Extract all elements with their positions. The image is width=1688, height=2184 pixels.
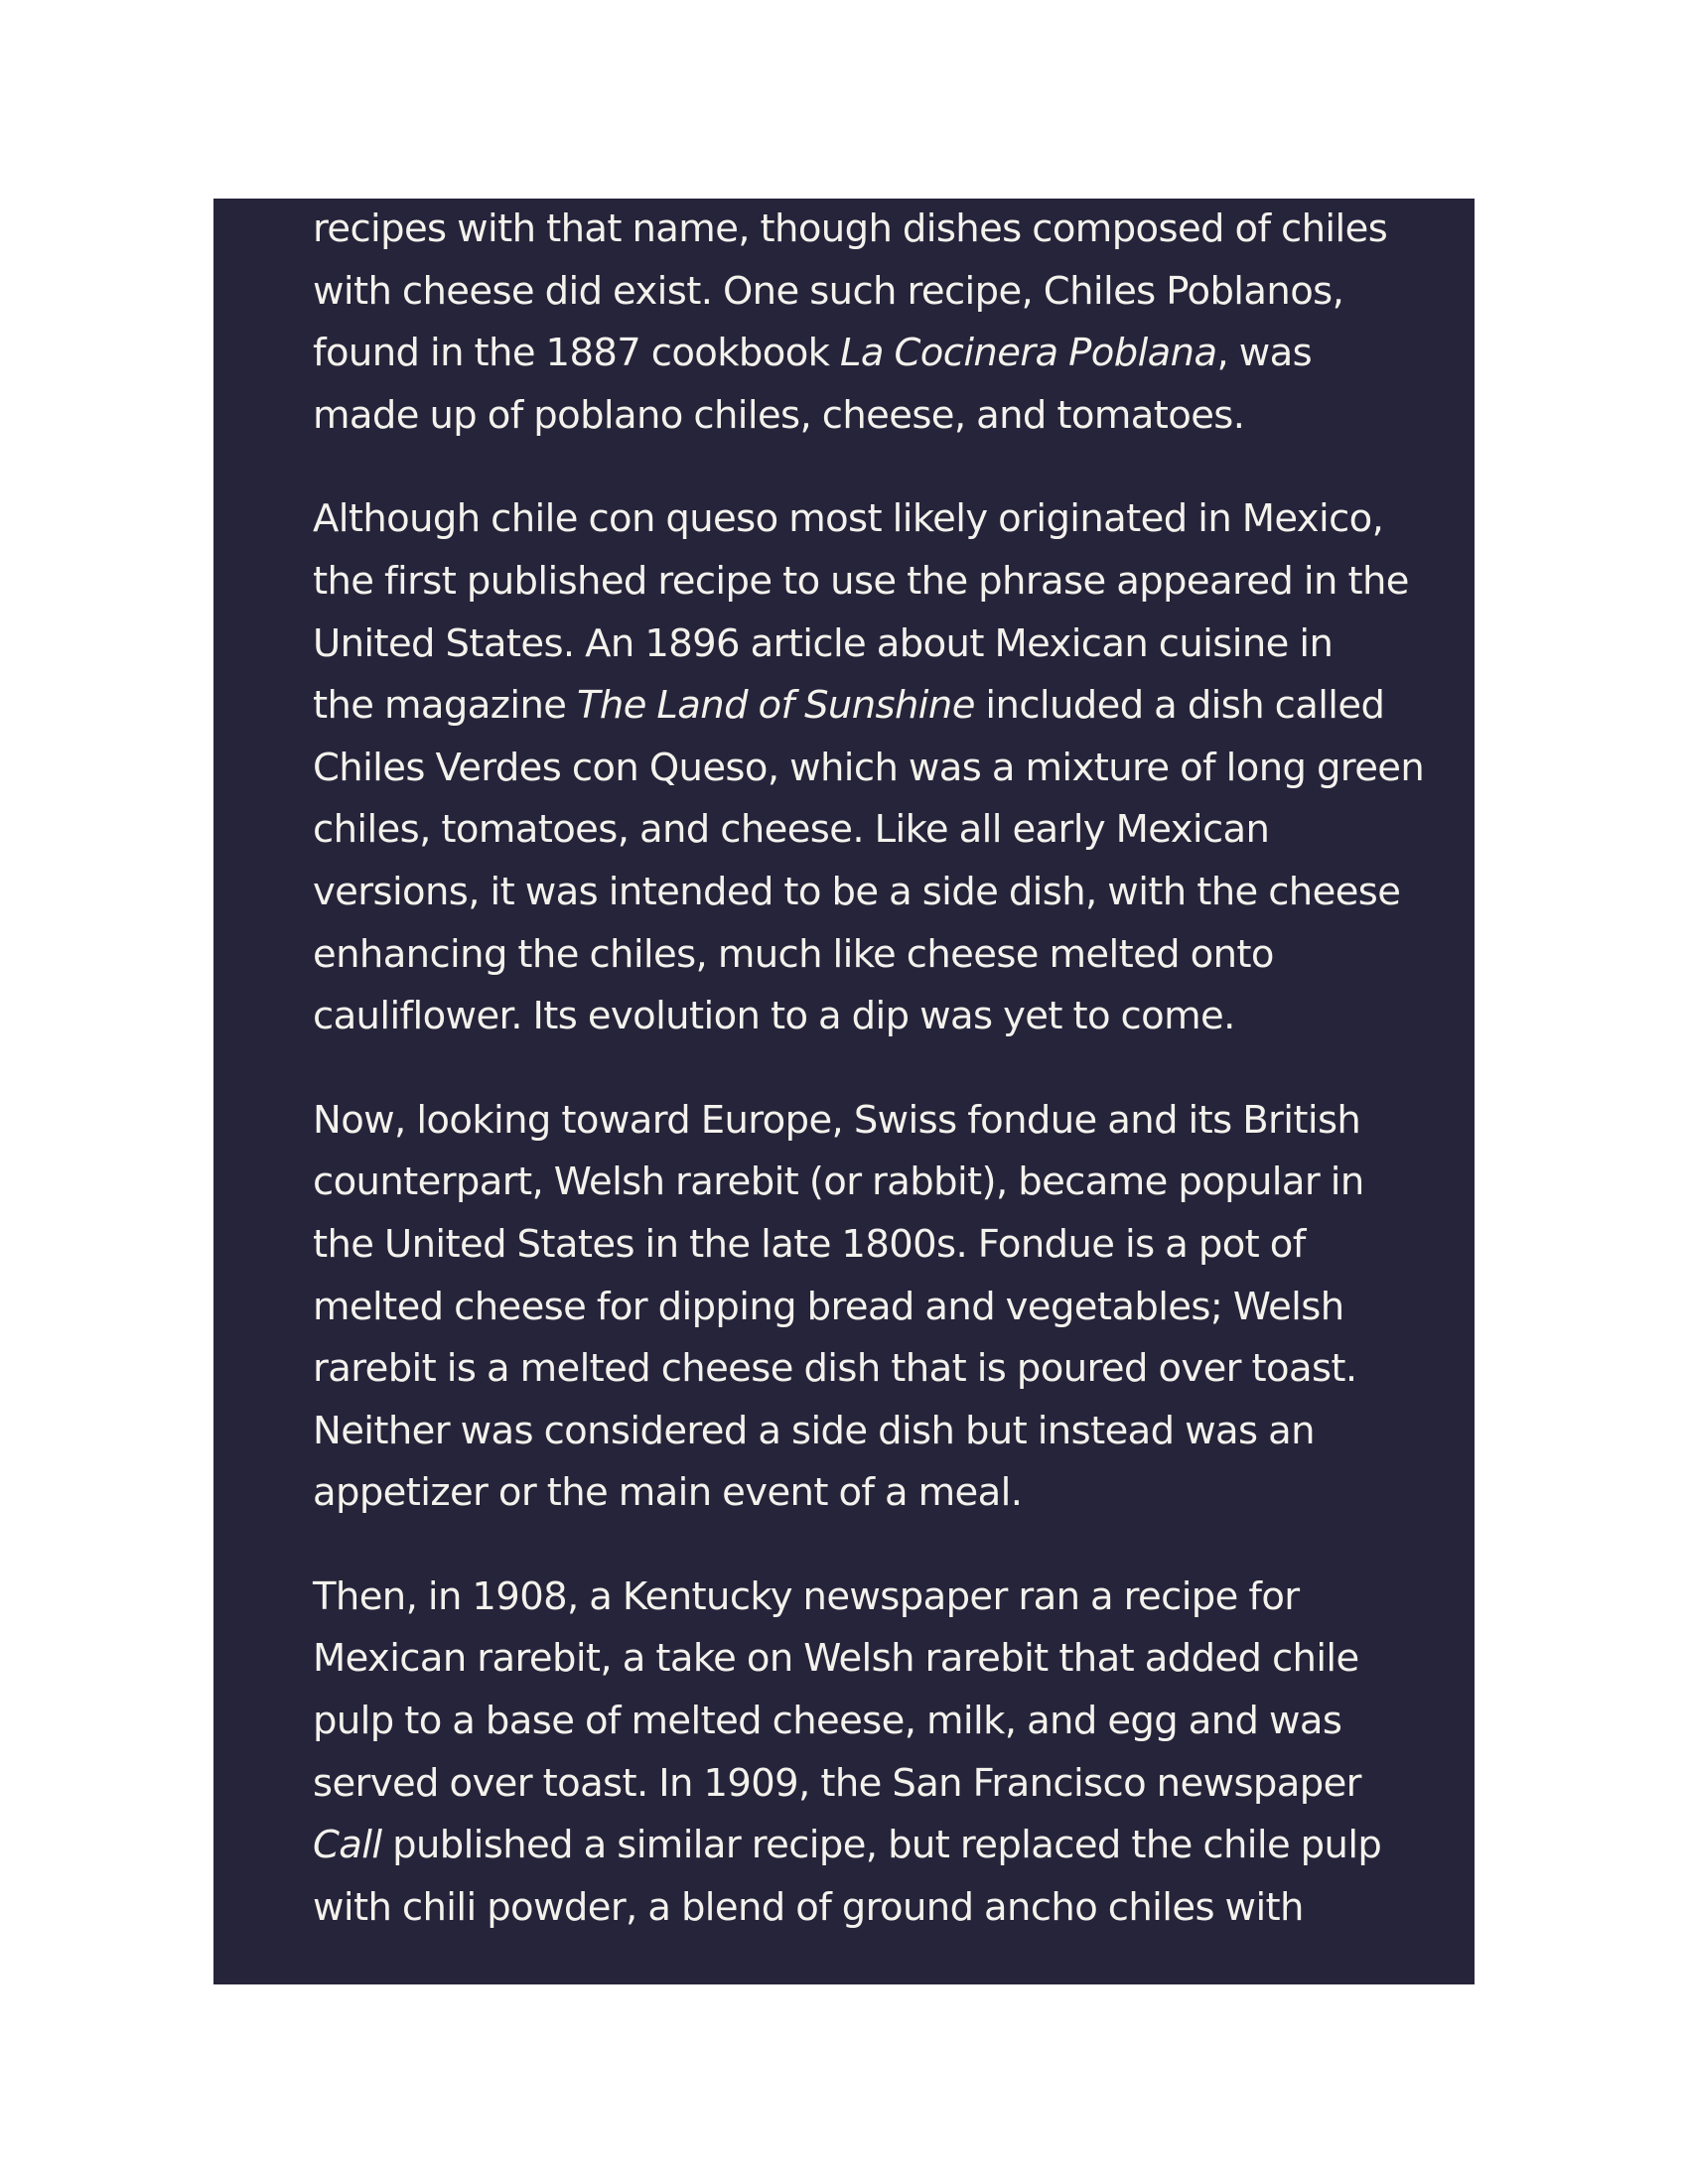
text-run: included a dish called xyxy=(974,683,1385,729)
text-panel xyxy=(213,199,1475,1984)
text-line xyxy=(313,1691,1420,1753)
text-run: Neither was considered a side dish but instead was an xyxy=(313,1408,1315,1453)
text-line xyxy=(313,924,1420,987)
italic-title: Call xyxy=(313,1823,382,1868)
text-run: Now, looking toward Europe, Swiss fondue and its British xyxy=(313,1097,1361,1143)
text-run: Chiles Verdes con Queso, which was a mixture of long green xyxy=(313,745,1425,790)
body-text-column xyxy=(313,199,1425,1980)
body-paragraph xyxy=(313,1567,1420,1940)
text-line xyxy=(313,1090,1420,1153)
text-run: the magazine xyxy=(313,683,577,729)
text-run: with cheese did exist. One such recipe, Chiles Poblanos, xyxy=(313,268,1344,314)
text-line xyxy=(313,1815,1420,1877)
text-run: recipes with that name, though dishes composed of chiles xyxy=(313,206,1388,251)
text-line xyxy=(313,1567,1420,1629)
text-line xyxy=(313,385,1420,448)
text-line xyxy=(313,738,1425,800)
text-line xyxy=(313,675,1420,738)
text-line xyxy=(313,1152,1420,1214)
text-run: with chili powder, a blend of ground ancho chiles with xyxy=(313,1884,1304,1930)
text-run: served over toast. In 1909, the San Francisco newspaper xyxy=(313,1760,1361,1806)
text-line xyxy=(313,1753,1420,1816)
text-line xyxy=(313,1214,1420,1277)
text-run: the United States in the late 1800s. Fondue is a pot of xyxy=(313,1221,1306,1267)
text-line xyxy=(313,862,1420,924)
text-run: appetizer or the main event of a meal. xyxy=(313,1470,1023,1516)
text-run: United States. An 1896 article about Mexican cuisine in xyxy=(313,620,1334,666)
body-paragraph xyxy=(313,488,1425,1047)
text-run: made up of poblano chiles, cheese, and tomatoes. xyxy=(313,392,1245,438)
body-paragraph xyxy=(313,199,1420,447)
text-run: found in the 1887 cookbook xyxy=(313,331,841,376)
italic-title: The Land of Sunshine xyxy=(576,683,975,729)
text-line xyxy=(313,986,1420,1048)
text-run: the first published recipe to use the phrase appeared in the xyxy=(313,558,1409,604)
text-run: Although chile con queso most likely originated in Mexico, xyxy=(313,496,1384,542)
text-line xyxy=(313,488,1420,551)
text-line xyxy=(313,1401,1420,1463)
text-line xyxy=(313,1338,1420,1401)
text-run: pulp to a base of melted cheese, milk, and egg and was xyxy=(313,1699,1342,1744)
text-run: counterpart, Welsh rarebit (or rabbit), became popular in xyxy=(313,1160,1364,1205)
text-line xyxy=(313,614,1420,676)
text-run: chiles, tomatoes, and cheese. Like all early Mexican xyxy=(313,807,1270,853)
text-run: cauliflower. Its evolution to a dip was yet to come. xyxy=(313,994,1235,1039)
body-paragraph xyxy=(313,1090,1420,1525)
text-run: rarebit is a melted cheese dish that is poured over toast. xyxy=(313,1346,1357,1392)
text-run: melted cheese for dipping bread and vegetables; Welsh xyxy=(313,1284,1344,1329)
text-line xyxy=(313,1877,1420,1940)
text-line xyxy=(313,1462,1420,1525)
text-run: enhancing the chiles, much like cheese melted onto xyxy=(313,931,1274,977)
text-line xyxy=(313,551,1420,614)
text-run: Then, in 1908, a Kentucky newspaper ran a recipe for xyxy=(313,1573,1300,1619)
text-run: , was xyxy=(1216,331,1313,376)
italic-title: La Cocinera Poblana xyxy=(840,331,1217,376)
text-run: Mexican rarebit, a take on Welsh rarebit that added chile xyxy=(313,1636,1359,1682)
text-line xyxy=(313,1628,1420,1691)
text-line xyxy=(313,1277,1420,1339)
text-run: published a similar recipe, but replaced the chile pulp xyxy=(381,1823,1382,1868)
text-line xyxy=(313,799,1420,862)
text-line xyxy=(313,261,1420,324)
text-line xyxy=(313,199,1420,261)
text-line xyxy=(313,323,1420,385)
text-run: versions, it was intended to be a side dish, with the cheese xyxy=(313,869,1401,914)
